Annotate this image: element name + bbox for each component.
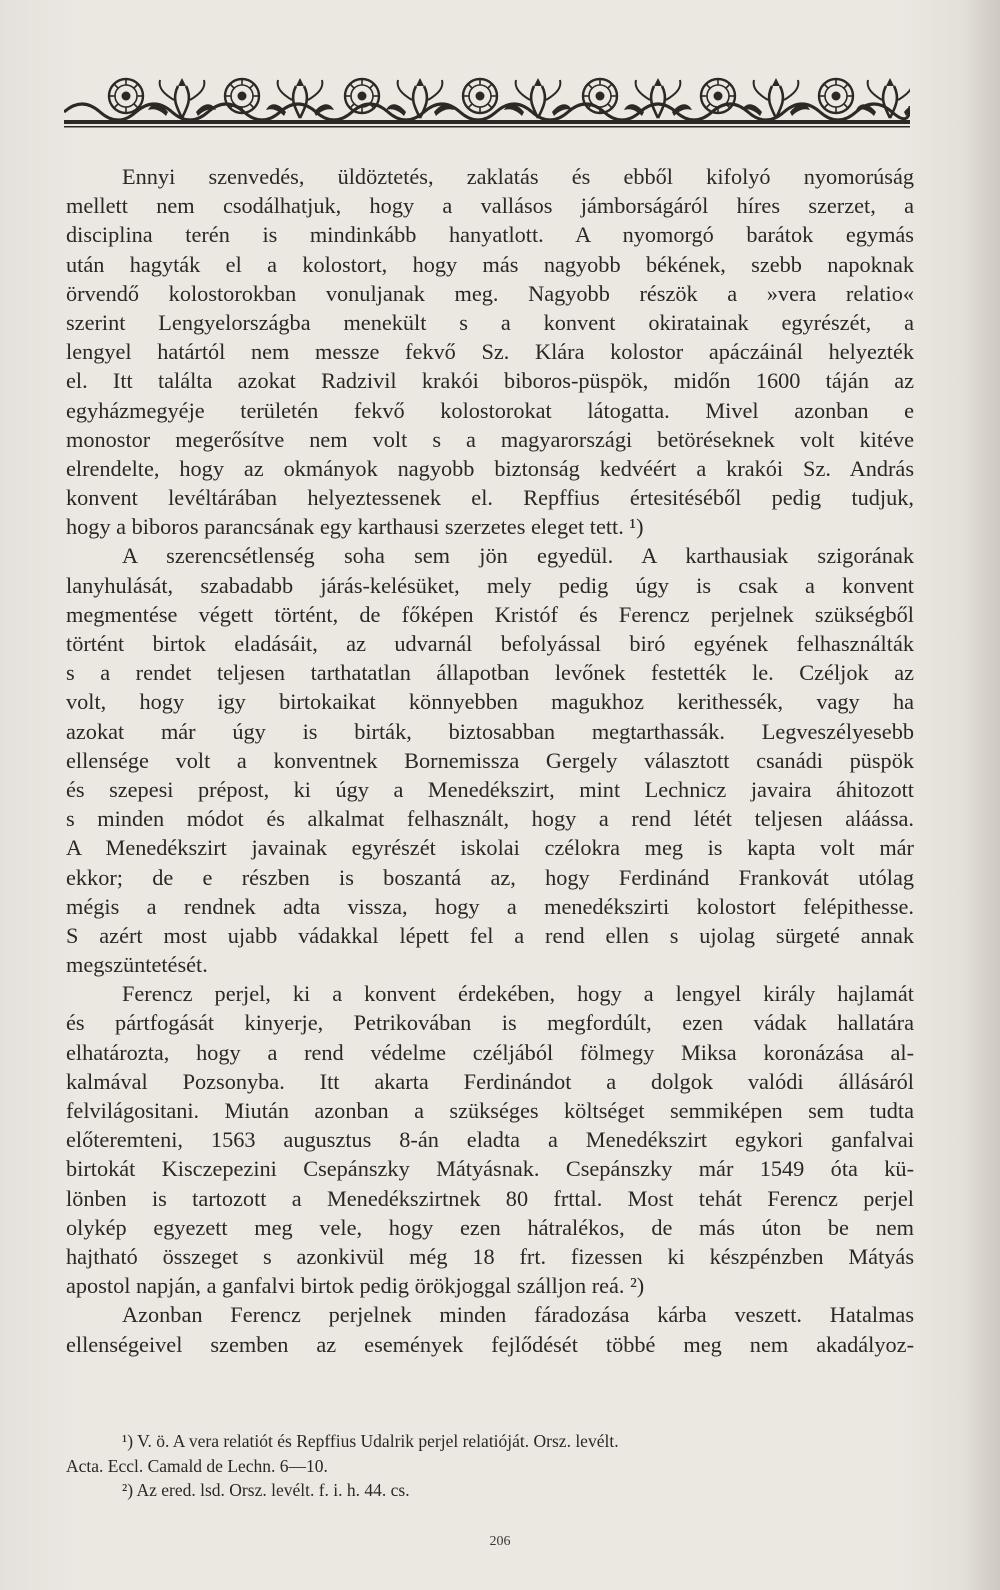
text-line: megmentése végett történt, de főképen Kristóf és Ferencz perjelnek szükségből [66, 601, 914, 627]
footnote-line: ¹) V. ö. A vera relatiót és Repffius Udalrik perjel relatióját. Orsz. levélt. [122, 1431, 619, 1451]
text-line: A Menedékszirt javainak egyrészét iskolai czélokra meg is kapta volt már [66, 835, 914, 861]
text-line: olykép egyezett meg vele, hogy ezen hátralékos, de más úton be nem [66, 1214, 914, 1240]
text-line: történt birtok eladásáit, az udvarnál befolyással biró egyének felhasználták [66, 631, 914, 656]
text-line: A szerencsétlenség soha sem jön egyedül. A karthausiak szigorának [122, 543, 914, 569]
text-line: szerint Lengyelországba menekült s a konvent okiratainak egyrészét, a [66, 309, 914, 335]
text-line: lanyhulását, szabadabb járás-kelésüket, mely pedig úgy is csak a konvent [66, 572, 914, 598]
text-line: ellenségeivel szemben az események fejlődését többé meg nem akadályoz- [66, 1331, 914, 1357]
text-line: lönben is tartozott a Menedékszirtnek 80 frttal. Most tehát Ferencz perjel [66, 1185, 914, 1211]
text-line: elhatározta, hogy a rend védelme czéljából fölmegy Miksa koronázása al- [66, 1039, 914, 1065]
text-line: hajtható összeget s azonkivül még 18 frt. fizessen ki készpénzben Mátyás [66, 1243, 914, 1269]
text-line: Ferencz perjel, ki a konvent érdekében, hogy a lengyel király hajlamát [122, 981, 914, 1007]
text-line: birtokát Kisczepezini Csepánszky Mátyásnak. Csepánszky már 1549 óta kü- [66, 1156, 914, 1182]
text-line: előteremteni, 1563 augusztus 8-án eladta a Menedékszirt egykori ganfalvai [66, 1127, 914, 1153]
page-edge-shadow [964, 0, 1000, 1590]
text-line: felvilágositani. Miután azonban a szükséges költséget semmiképen sem tudta [66, 1098, 914, 1123]
footnote-line: Acta. Eccl. Camald de Lechn. 6—10. [66, 1455, 328, 1476]
text-line: és szepesi prépost, ki úgy a Menedékszirt, mint Lechnicz javaira áhitozott [66, 776, 914, 802]
text-line: ellensége volt a konventnek Bornemissza Gergely választott csanádi püspök [66, 747, 914, 773]
text-line: konvent levéltárában helyeztessenek el. Repffius értesitéséből pedig tudjuk, [66, 485, 914, 511]
text-line: disciplina terén is mindinkább hanyatlott. A nyomorgó barátok egymás [66, 222, 914, 248]
text-line: és pártfogását kinyerje, Petrikovában is megfordúlt, ezen vádak hallatára [66, 1010, 914, 1036]
text-line: után hagyták el a kolostort, hogy más nagyobb békének, szebb napoknak [66, 251, 914, 277]
text-line: el. Itt találta azokat Radzivil krakói biboros-püspök, midőn 1600 táján az [66, 368, 914, 394]
page-number: 206 [489, 1534, 511, 1549]
text-line: megszüntetését. [66, 952, 208, 978]
text-line: kalmával Pozsonyba. Itt akarta Ferdinándot a dolgok valódi állásáról [66, 1068, 914, 1094]
main-text [66, 162, 914, 1359]
text-line: s a rendet teljesen tarthatatlan állapotban levőnek festették le. Czéljok az [66, 660, 914, 686]
footnote-line: ²) Az ered. lsd. Orsz. levélt. f. i. h. 44. cs. [122, 1480, 410, 1500]
text-line: s minden módot és alkalmat felhasznált, hogy a rend létét teljesen aláássa. [66, 806, 914, 832]
text-line: mellett nem csodálhatjuk, hogy a vallásos jámborságáról híres szerzet, a [66, 193, 914, 219]
text-line: volt, hogy igy birtokaikat könnyebben magukhoz kerithessék, vagy ha [66, 689, 914, 715]
text-line: monostor megerősítve nem volt s a magyarországi betöréseknek volt kitéve [66, 426, 914, 452]
text-line: egyházmegyéje területén fekvő kolostorokat látogatta. Mivel azonban e [66, 397, 914, 423]
text-line: örvendő kolostorokban vonuljanak meg. Nagyobb részök a »vera relatio« [66, 280, 914, 306]
text-line: apostol napján, a ganfalvi birtok pedig örökjoggal szálljon reá. ²) [66, 1273, 645, 1299]
text-line: S azért most ujabb vádakkal lépett fel a rend ellen s ujolag sürgeté annak [66, 922, 914, 948]
text-line: lengyel határtól nem messze fekvő Sz. Klára kolostor apáczáinál helyezték [66, 339, 914, 365]
text-line: azokat már úgy is birták, biztosabban megtarthassák. Legveszélyesebb [66, 718, 914, 744]
text-line: mégis a rendnek adta vissza, hogy a menedékszirti kolostort felépithesse. [66, 893, 914, 919]
text-line: Azonban Ferencz perjelnek minden fáradozása kárba veszett. Hatalmas [122, 1302, 914, 1328]
text-line: elrendelte, hogy az okmányok nagyobb biztonság kedvéért a krakói Sz. András [66, 455, 914, 481]
text-line: hogy a biboros parancsának egy karthausi szerzetes eleget tett. ¹) [66, 514, 644, 540]
footnotes [66, 1429, 914, 1503]
text-line: ekkor; de e részben is boszantá az, hogy Ferdinánd Frankovát utólag [66, 864, 914, 890]
rosette-vine-border-icon [64, 66, 910, 136]
text-line: Ennyi szenvedés, üldöztetés, zaklatás és ebből kifolyó nyomorúság [122, 164, 914, 189]
